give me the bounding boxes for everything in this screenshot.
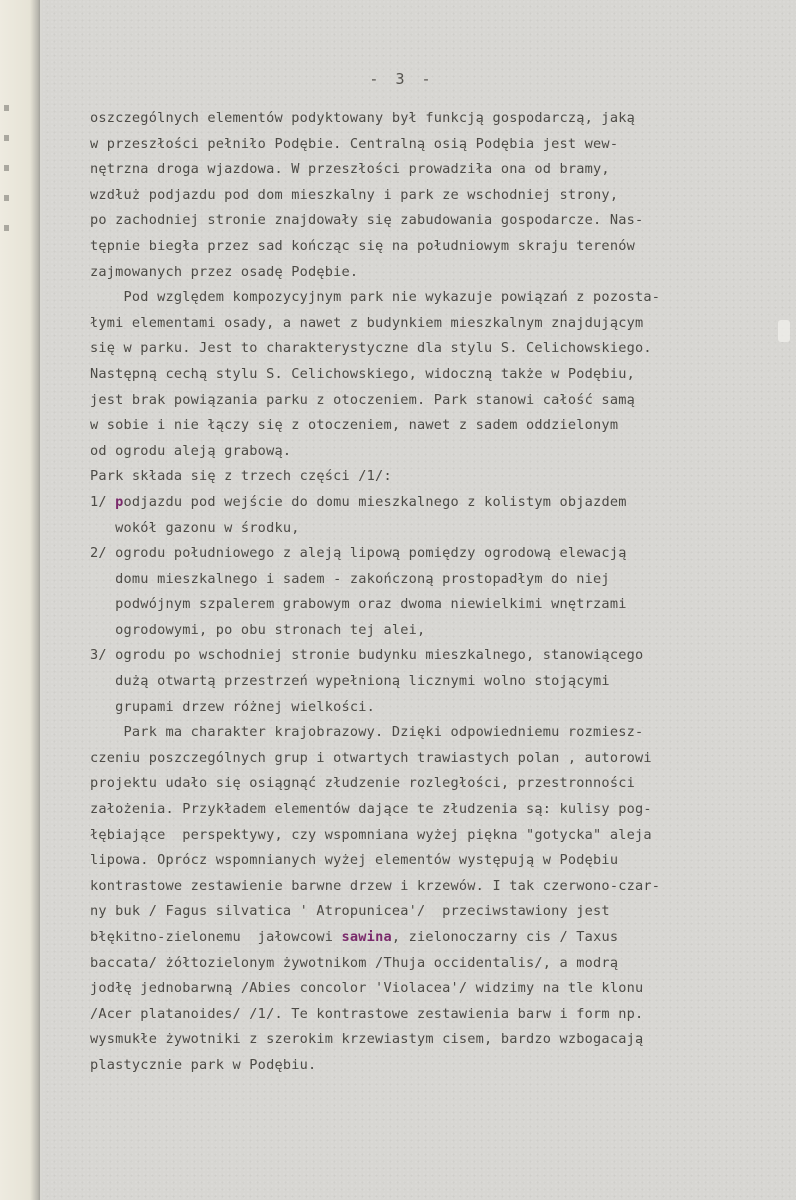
paper-smudge xyxy=(778,320,790,342)
text-line: łymi elementami osady, a nawet z budynkiem mieszkalnym znajdującym xyxy=(90,314,644,331)
list-item-text: odjazdu pod wejście do domu mieszkalnego z kolistym objazdem xyxy=(123,493,627,510)
text-line: kontrastowe zestawienie barwne drzew i krzewów. I tak czerwono-czar- xyxy=(90,877,661,894)
handwritten-correction: p xyxy=(115,493,124,510)
text-line: jest brak powiązania parku z otoczeniem. Park stanowi całość samą xyxy=(90,391,635,408)
list-marker: 2/ xyxy=(90,545,116,562)
list-item-text: ogrodu po wschodniej stronie budynku mieszkalnego, stanowiącego xyxy=(115,647,644,664)
binding-holes xyxy=(4,105,14,265)
text-line: w sobie i nie łączy się z otoczeniem, nawet z sadem oddzielonym xyxy=(90,417,619,434)
list-item-text: ogrodu południowego z aleją lipową pomiędzy ogrodową elewacją xyxy=(115,545,627,562)
list-marker: 1/ xyxy=(90,493,116,510)
handwritten-correction: sawina xyxy=(341,929,392,945)
list-item-continuation: grupami drzew różnej wielkości. xyxy=(115,698,376,715)
list-item-1 xyxy=(90,490,770,516)
text-line: łębiające perspektywy, czy wspomniana wyżej piękna "gotycka" aleja xyxy=(90,826,652,843)
text-line: od ogrodu aleją grabową. xyxy=(90,442,292,459)
text-line: oszczególnych elementów podyktowany był funkcją gospodarczą, jaką xyxy=(90,110,635,126)
text-line: w przeszłości pełniło Podębie. Centralną osią Podębia jest wew- xyxy=(90,135,619,152)
text-line: zajmowanych przez osadę Podębie. xyxy=(90,263,359,280)
text-line: czeniu poszczególnych grup i otwartych trawiastych polan , autorowi xyxy=(90,749,652,766)
text-line: /Acer platanoides/ /1/. Te kontrastowe zestawienia barw i form np. xyxy=(90,1005,644,1022)
text-line: Następną cechą stylu S. Celichowskiego, widoczną także w Podębiu, xyxy=(90,365,635,382)
text-line: tępnie biegła przez sad kończąc się na południowym skraju terenów xyxy=(90,237,635,254)
text-line-with-correction: błękitno-zielonemu jałowcowi sawina, zielonoczarny cis / Taxus xyxy=(90,929,619,945)
text-line: założenia. Przykładem elementów dające te złudzenia są: kulisy pog- xyxy=(90,801,652,818)
page-binding-edge xyxy=(0,0,40,1200)
text-line: lipowa. Oprócz wspomnianych wyżej elementów występują w Podębiu xyxy=(90,852,619,869)
list-item-continuation: podwójnym szpalerem grabowym oraz dwoma niewielkimi wnętrzami xyxy=(115,596,627,613)
list-item-2 xyxy=(90,541,770,567)
list-item-continuation: ogrodowymi, po obu stronach tej alei, xyxy=(115,621,426,638)
text-line: się w parku. Jest to charakterystyczne dla stylu S. Celichowskiego. xyxy=(90,340,652,357)
list-item-continuation: wokół gazonu w środku, xyxy=(115,519,300,536)
text-line: plastycznie park w Podębiu. xyxy=(90,1056,317,1073)
text-line: baccata/ żółtozielonym żywotnikom /Thuja occidentalis/, a modrą xyxy=(90,954,619,971)
text-line: Pod względem kompozycyjnym park nie wykazuje powiązań z pozosta- xyxy=(90,289,661,306)
text-line: nętrzna droga wjazdowa. W przeszłości prowadziła ona od bramy, xyxy=(90,161,610,178)
list-marker: 3/ xyxy=(90,647,116,664)
list-item-continuation: dużą otwartą przestrzeń wypełnioną licznymi wolno stojącymi xyxy=(115,673,610,690)
list-item-continuation: domu mieszkalnego i sadem - zakończoną prostopadłym do niej xyxy=(115,570,610,587)
text-line: Park składa się z trzech części /1/: xyxy=(90,468,392,485)
typewritten-page xyxy=(42,0,796,1200)
text-line: ny buk / Fagus silvatica ' Atropunicea'/ przeciwstawiony jest xyxy=(90,903,610,920)
text-line: projektu udało się osiągnąć złudzenie rozległości, przestronności xyxy=(90,775,635,792)
page-text xyxy=(90,106,770,1079)
text-line: wzdłuż podjazdu pod dom mieszkalny i park ze wschodniej strony, xyxy=(90,186,619,203)
text-line: jodłę jednobarwną /Abies concolor 'Violacea'/ widzimy na tle klonu xyxy=(90,980,644,997)
text-line: Park ma charakter krajobrazowy. Dzięki odpowiedniemu rozmiesz- xyxy=(90,724,644,741)
page-number: - 3 - xyxy=(369,70,435,88)
text-line: po zachodniej stronie znajdowały się zabudowania gospodarcze. Nas- xyxy=(90,212,644,229)
list-item-3 xyxy=(90,643,770,669)
text-line: wysmukłe żywotniki z szerokim krzewiastym cisem, bardzo wzbogacają xyxy=(90,1031,644,1048)
